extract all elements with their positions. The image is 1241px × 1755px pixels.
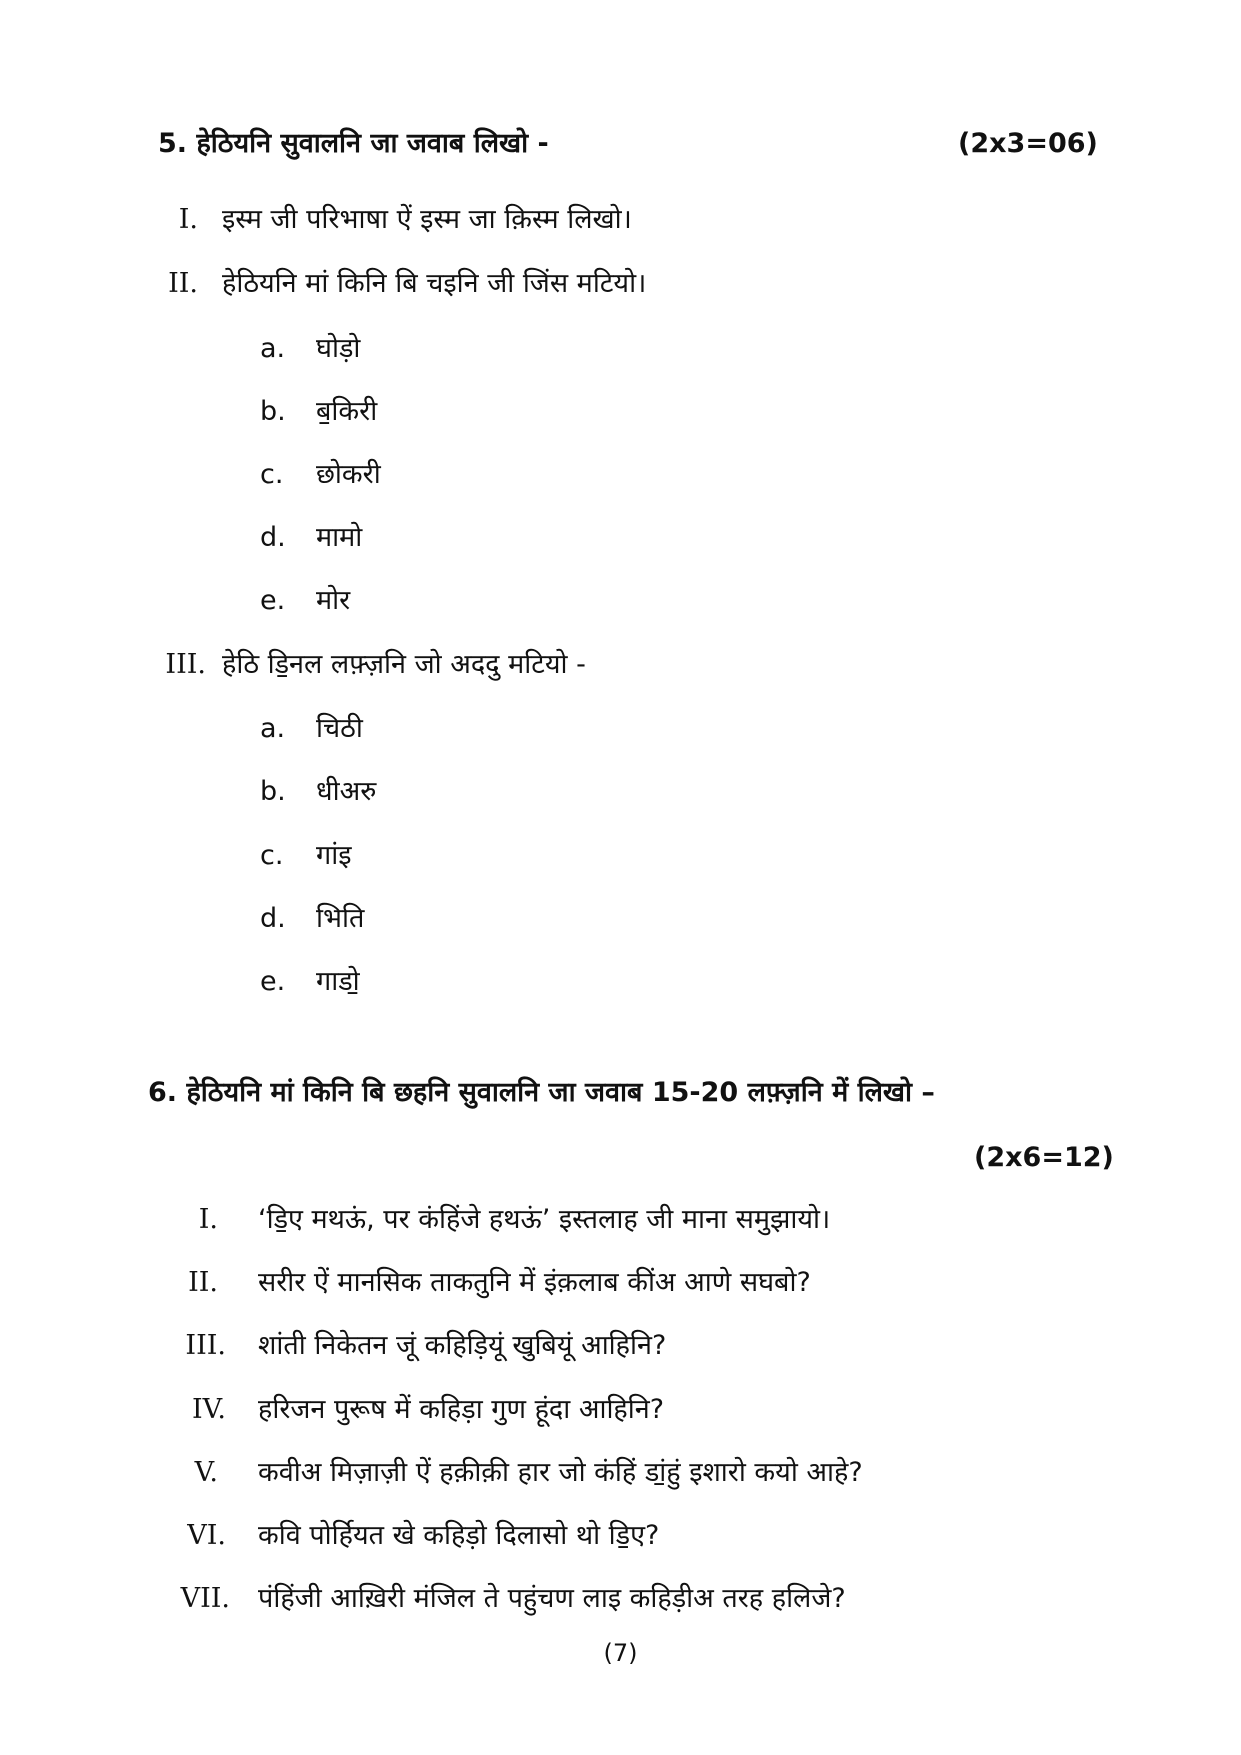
q6-item-7-number: VII. — [180, 1583, 230, 1614]
q5-marks: (2x3=06) — [958, 128, 1098, 159]
q5-iii-option-b-letter: b. — [260, 776, 286, 807]
q5-ii-option-a-text: घोड़ो — [316, 333, 361, 364]
q6-item-5-text: कवीअ मिज़ाज़ी ऐं हक़ीक़ी हार जो कंहिं डां॒हुं इशारो कयो आहे? — [258, 1457, 863, 1488]
q5-ii-option-c-text: छोकरी — [316, 459, 381, 490]
q6-item-3-text: शांती निकेतन जूं कहिड़ियूं खुबियूं आहिनि? — [258, 1330, 667, 1361]
q5-item-1-text: इस्म जी परिभाषा ऐं इस्म जा क़िस्म लिखो। — [222, 204, 632, 235]
q5-iii-option-a-text: चिठी — [316, 713, 363, 744]
q5-iii-option-d-letter: d. — [260, 903, 286, 934]
q5-ii-option-b-text: ब॒किरी — [316, 396, 378, 427]
q5-iii-option-c-text: गांइ — [316, 840, 352, 871]
q5-ii-option-d-letter: d. — [260, 522, 286, 553]
q6-item-2-number: II. — [188, 1267, 218, 1298]
q6-marks: (2x6=12) — [974, 1142, 1114, 1173]
q5-ii-option-b-letter: b. — [260, 396, 286, 427]
q6-item-6-text: कवि पोर्हियत खे कहिड़ो दिलासो थो डि॒ए? — [258, 1520, 660, 1551]
q5-ii-option-e-letter: e. — [260, 585, 286, 616]
q5-ii-option-c-letter: c. — [260, 459, 284, 490]
q6-item-3-number: III. — [185, 1330, 226, 1361]
q5-iii-option-c-letter: c. — [260, 840, 284, 871]
q6-item-6-number: VI. — [187, 1520, 226, 1551]
q5-iii-option-b-text: धीअरु — [316, 776, 377, 807]
q5-ii-option-a-letter: a. — [260, 333, 286, 364]
q5-iii-option-e-letter: e. — [260, 966, 286, 997]
q5-ii-option-e-text: मोर — [316, 585, 351, 616]
q5-iii-option-e-text: गाडो॒ — [316, 966, 360, 997]
q5-iii-option-a-letter: a. — [260, 713, 286, 744]
q5-heading: 5. हेठियनि सुवालनि जा जवाब लिखो - — [158, 128, 549, 159]
q6-item-4-text: हरिजन पुरूष में कहिड़ा गुण हूंदा आहिनि? — [258, 1394, 665, 1425]
q5-ii-option-d-text: मामो — [316, 522, 363, 553]
q5-item-1-number: I. — [178, 204, 198, 235]
q6-item-5-number: V. — [194, 1457, 218, 1488]
q5-item-2-text: हेठियनि मां किनि बि चइनि जी जिंस मटियो। — [222, 268, 647, 299]
q6-item-4-number: IV. — [191, 1394, 226, 1425]
q5-item-3-number: III. — [165, 649, 206, 680]
q6-item-1-text: ‘डि॒ए मथऊं, पर कंहिंजे हथऊं’ इस्तलाह जी माना समुझायो। — [258, 1204, 831, 1235]
q6-heading: 6. हेठियनि मां किनि बि छहनि सुवालनि जा जवाब 15-20 लफ़्ज़नि में लिखो – — [148, 1077, 935, 1108]
q5-item-2-number: II. — [168, 268, 198, 299]
q6-item-1-number: I. — [198, 1204, 218, 1235]
q5-item-3-text: हेठि डि॒नल लफ़्ज़नि जो अददु मटियो - — [222, 649, 586, 680]
q5-iii-option-d-text: भिति — [316, 903, 365, 934]
q6-item-7-text: पंहिंजी आख़िरी मंजिल ते पहुंचण लाइ कहिड़ीअ तरह हलिजे? — [258, 1583, 846, 1614]
page-number: (7) — [603, 1639, 638, 1667]
q6-item-2-text: सरीर ऐं मानसिक ताकतुनि में इंक़लाब कींअ आणे सघबो? — [258, 1267, 811, 1298]
